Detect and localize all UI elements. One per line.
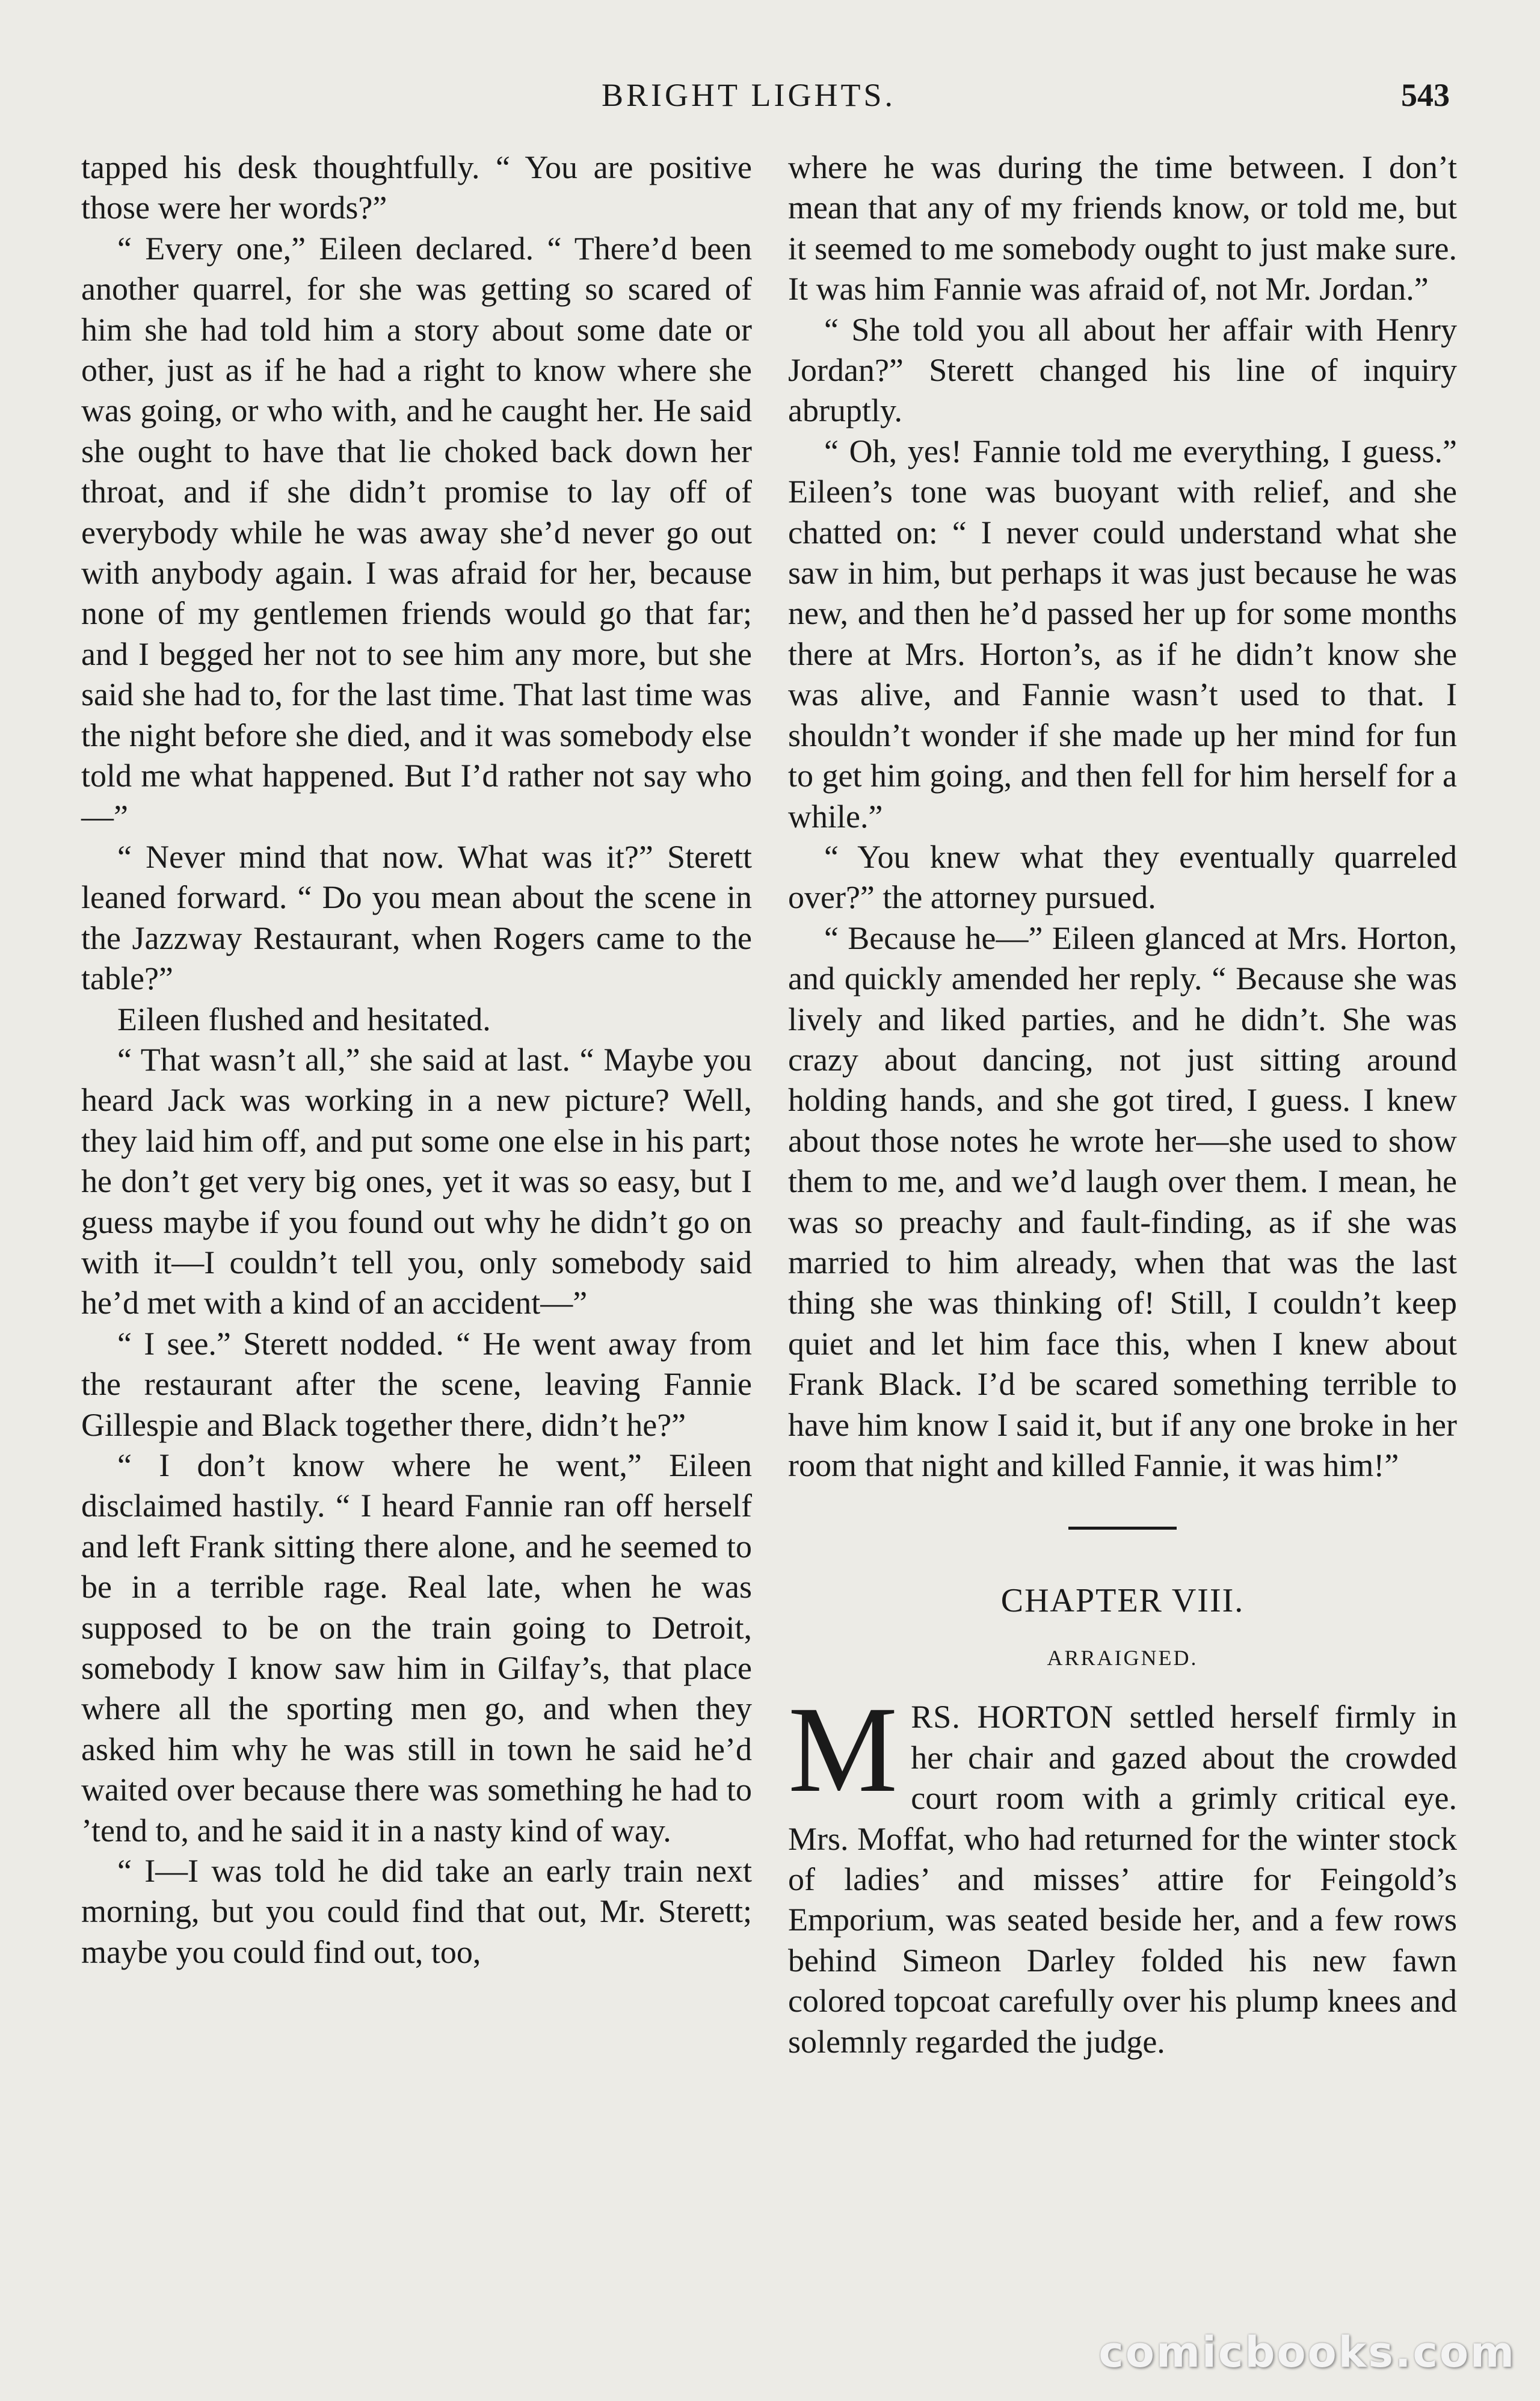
paragraph: “ Oh, yes! Fannie told me everything, I guess.” Eileen’s tone was buoyant with relief, and she chatted on: “ I never could understand what she saw in him, but perhaps it was just because he was new, and then he’d passed her up for some months there at Mrs. Horton’s, as if he didn’t know she was alive, and Fannie wasn’t used to that. I shouldn’t wonder if she made up her mind for fun to get him going, and then fell for him herself for a while.” xyxy=(788,433,1457,835)
lead-caps: RS. HORTON xyxy=(911,1699,1114,1735)
paragraph: tapped his desk thoughtfully. “ You are positive those were her words?” xyxy=(81,149,752,226)
paragraph: “ Because he—” Eileen glanced at Mrs. Horton, and quickly amended her reply. “ Because she was lively and liked parties, and he didn’t. She was crazy about dancing, not just sitting around holding hands, and she got tired, I guess. I knew about those notes he wrote her—she used to show them to me, and we’d laugh over them. I mean, he was so preachy and fault-finding, as if she was married to him already, when that was the last thing she was thinking of! Still, I couldn’t keep quiet and let him face this, when I knew about Frank Black. I’d be scared something terrible to have him know I said it, but if any one broke in her room that night and killed Fannie, it was him!” xyxy=(788,919,1457,1483)
watermark: comicbooks.com xyxy=(1098,2328,1516,2377)
running-title: BRIGHT LIGHTS. xyxy=(602,77,896,113)
page-number: 543 xyxy=(1401,77,1450,113)
left-column xyxy=(81,147,752,1973)
paragraph: “ I—I was told he did take an early train next morning, but you could find that out, Mr. Sterett; maybe you could find out, too, xyxy=(81,1853,752,1970)
paragraph: “ Every one,” Eileen declared. “ There’d been another quarrel, for she was getting so scared of him she had told him a story about some date or other, just as if he had a right to know where she was going, or who with, and he caught her. He said she ought to have that lie choked back down her throat, and if she didn’t promise to lay off of everybody while he was away she’d never go out with anybody again. I was afraid for her, because none of my gentlemen friends would go that far; and I begged her not to see him any more, but she said she had to, for the last time. That last time was the night before she died, and it was somebody else told me what happened. But I’d rather not say who—” xyxy=(81,230,752,835)
page-header xyxy=(0,71,1540,119)
right-column xyxy=(788,147,1457,2062)
chapter-opening-paragraph xyxy=(788,1681,1458,2062)
paragraph: “ That wasn’t all,” she said at last. “ Maybe you heard Jack was working in a new picture? Well, they laid him off, and put some one else in his part; he don’t get very big ones, yet it was so easy, but I guess maybe if you found out why he didn’t go on with it—I couldn’t tell you, only somebody said he’d met with a kind of an accident—” xyxy=(81,1041,752,1321)
paragraph: “ You knew what they eventually quarreled over?” the attorney pursued. xyxy=(788,838,1457,916)
paragraph: “ I don’t know where he went,” Eileen disclaimed hastily. “ I heard Fannie ran off herself and left Frank sitting there alone, and he seemed to be in a terrible rage. Real late, when he was supposed to be on the train going to Detroit, somebody I know saw him in Gilfay’s, that place where all the sporting men go, and when they asked him why he was still in town he said he’d waited over because there was something he had to ’tend to, and he said it in a nasty kind of way. xyxy=(81,1447,752,1849)
opening-text: settled herself firmly in her chair and gazed about the crowded court room with a grimly critical eye. Mrs. Moffat, who had returned for the winter stock of ladies’ and misses’ attire for Feingold’s Emporium, was seated beside her, and a few rows behind Simeon Darley folded his new fawn colored topcoat carefully over his plump knees and solemnly regarded the judge. xyxy=(788,1699,1458,2060)
section-divider xyxy=(1068,1527,1177,1530)
chapter-title: CHAPTER VIII. xyxy=(1000,1582,1245,1620)
paragraph: “ Never mind that now. What was it?” Sterett leaned forward. “ Do you mean about the scene in the Jazzway Restaurant, when Rogers came to the table?” xyxy=(81,838,752,997)
paragraph: “ I see.” Sterett nodded. “ He went away from the restaurant after the scene, leaving Fannie Gillespie and Black together there, didn’t he?” xyxy=(81,1325,752,1443)
paragraph: Eileen flushed and hesitated. xyxy=(117,1001,491,1037)
chapter-subtitle: ARRAIGNED. xyxy=(1047,1646,1198,1670)
paragraph: where he was during the time between. I don’t mean that any of my friends know, or told me, but it seemed to me somebody ought to just make sure. It was him Fannie was afraid of, not Mr. Jordan.” xyxy=(788,149,1457,307)
paragraph: “ She told you all about her affair with Henry Jordan?” Sterett changed his line of inquiry abruptly. xyxy=(788,311,1457,429)
drop-cap: M xyxy=(788,1681,898,1819)
